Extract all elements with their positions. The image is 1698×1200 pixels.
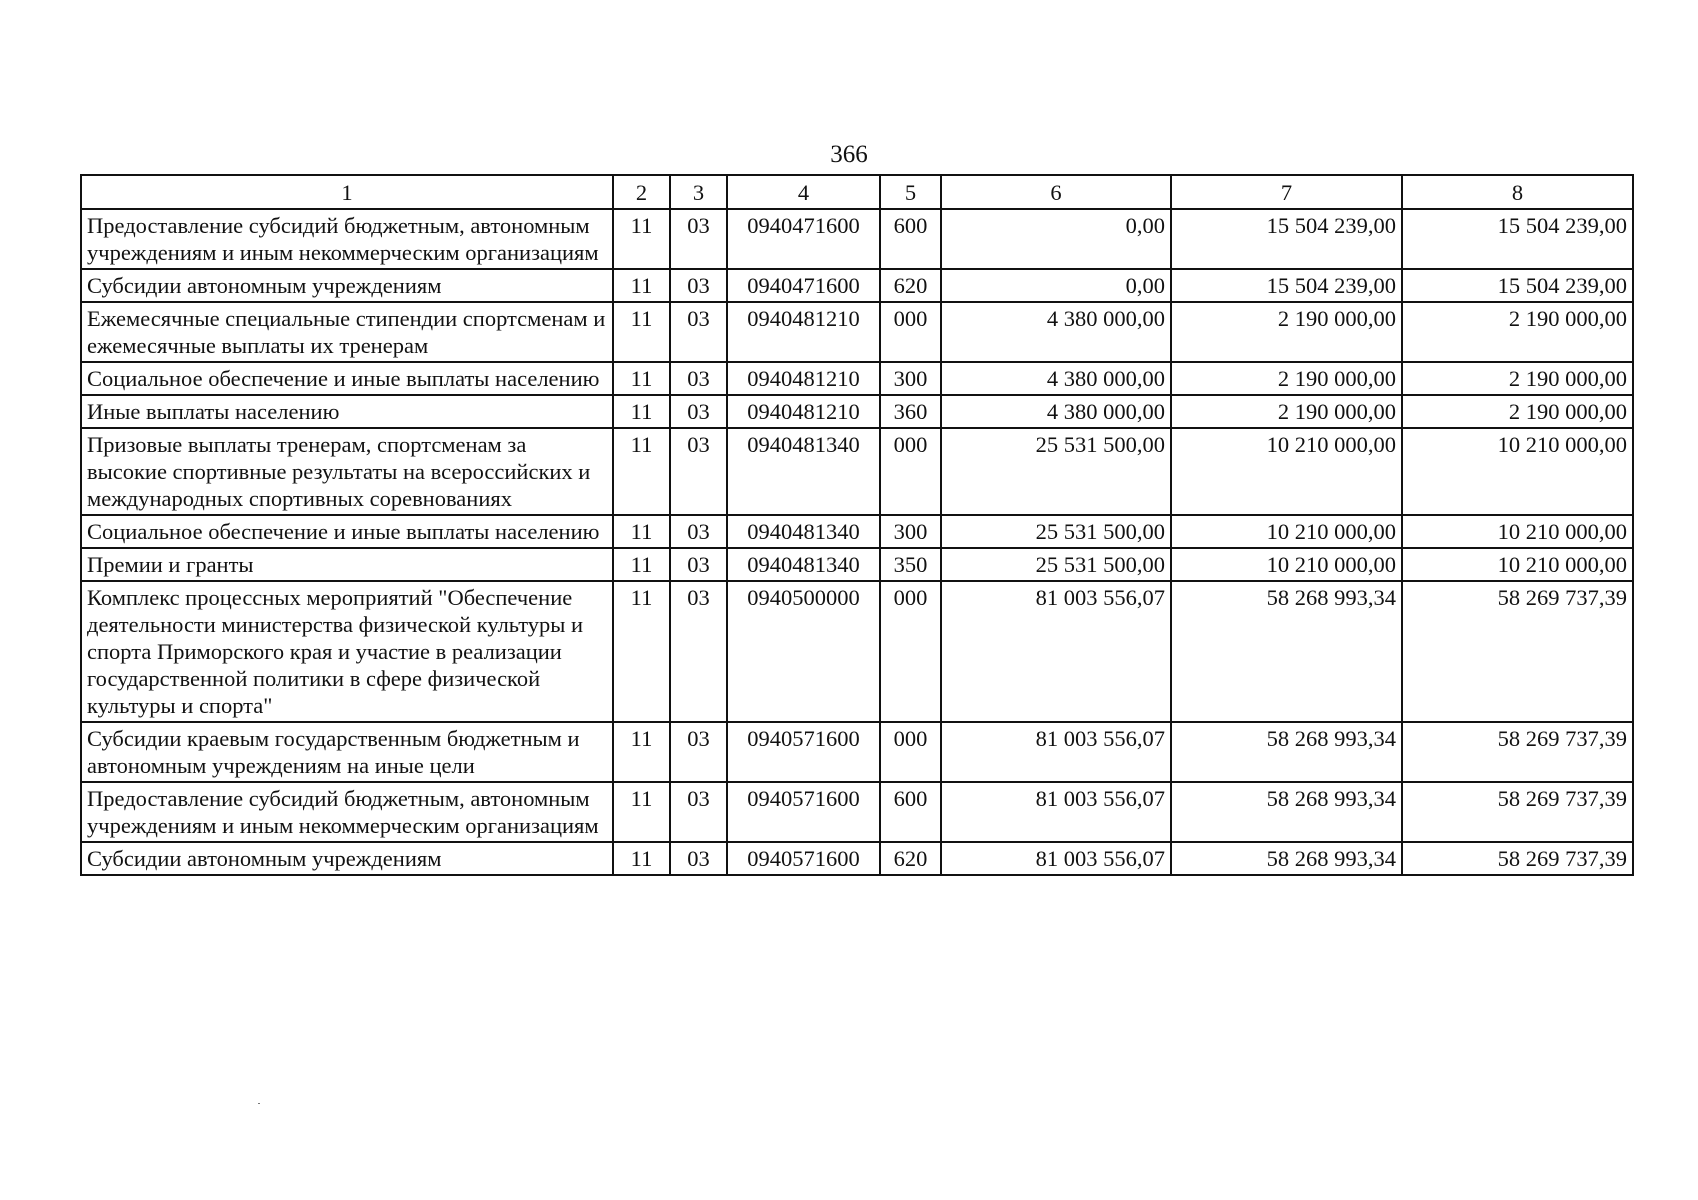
row-expense-type: 600 xyxy=(880,209,941,269)
row-amount-6: 25 531 500,00 xyxy=(941,548,1171,581)
row-name: Премии и гранты xyxy=(81,548,613,581)
table-row xyxy=(81,362,1633,395)
row-target: 0940481340 xyxy=(727,428,880,515)
row-amount-8: 2 190 000,00 xyxy=(1402,302,1633,362)
column-header-expense-type: 5 xyxy=(880,175,941,209)
row-subsection: 03 xyxy=(670,782,727,842)
row-subsection: 03 xyxy=(670,269,727,302)
row-section: 11 xyxy=(613,302,670,362)
column-header-target: 4 xyxy=(727,175,880,209)
page-number: 366 xyxy=(830,141,868,168)
row-section: 11 xyxy=(613,428,670,515)
header-row xyxy=(81,175,1633,209)
row-name: Субсидии краевым государственным бюджетным и автономным учреждениям на иные цели xyxy=(81,722,613,782)
row-expense-type: 000 xyxy=(880,581,941,722)
row-name: Социальное обеспечение и иные выплаты населению xyxy=(81,515,613,548)
table-row xyxy=(81,209,1633,269)
row-section: 11 xyxy=(613,362,670,395)
row-amount-7: 58 268 993,34 xyxy=(1171,782,1402,842)
row-amount-6: 25 531 500,00 xyxy=(941,515,1171,548)
row-section: 11 xyxy=(613,842,670,875)
row-expense-type: 000 xyxy=(880,428,941,515)
row-amount-6: 0,00 xyxy=(941,269,1171,302)
table-row xyxy=(81,842,1633,875)
column-header-amount-8: 8 xyxy=(1402,175,1633,209)
row-target: 0940481210 xyxy=(727,302,880,362)
row-subsection: 03 xyxy=(670,842,727,875)
row-section: 11 xyxy=(613,269,670,302)
row-amount-6: 25 531 500,00 xyxy=(941,428,1171,515)
row-subsection: 03 xyxy=(670,581,727,722)
row-amount-8: 2 190 000,00 xyxy=(1402,362,1633,395)
row-expense-type: 000 xyxy=(880,302,941,362)
row-amount-7: 58 268 993,34 xyxy=(1171,842,1402,875)
row-expense-type: 300 xyxy=(880,515,941,548)
row-amount-7: 10 210 000,00 xyxy=(1171,548,1402,581)
scan-speck xyxy=(258,1103,260,1104)
row-amount-6: 4 380 000,00 xyxy=(941,362,1171,395)
row-section: 11 xyxy=(613,782,670,842)
row-target: 0940481340 xyxy=(727,548,880,581)
row-subsection: 03 xyxy=(670,515,727,548)
row-name: Субсидии автономным учреждениям xyxy=(81,269,613,302)
table-row xyxy=(81,428,1633,515)
column-header-amount-7: 7 xyxy=(1171,175,1402,209)
row-amount-7: 10 210 000,00 xyxy=(1171,515,1402,548)
row-expense-type: 600 xyxy=(880,782,941,842)
row-amount-8: 58 269 737,39 xyxy=(1402,842,1633,875)
table-row xyxy=(81,722,1633,782)
row-amount-7: 2 190 000,00 xyxy=(1171,395,1402,428)
row-name: Субсидии автономным учреждениям xyxy=(81,842,613,875)
row-section: 11 xyxy=(613,581,670,722)
row-subsection: 03 xyxy=(670,362,727,395)
row-expense-type: 360 xyxy=(880,395,941,428)
row-expense-type: 300 xyxy=(880,362,941,395)
row-section: 11 xyxy=(613,395,670,428)
row-target: 0940471600 xyxy=(727,209,880,269)
table-row xyxy=(81,395,1633,428)
row-target: 0940481210 xyxy=(727,395,880,428)
row-amount-7: 15 504 239,00 xyxy=(1171,209,1402,269)
row-amount-8: 15 504 239,00 xyxy=(1402,209,1633,269)
row-subsection: 03 xyxy=(670,209,727,269)
column-header-name: 1 xyxy=(81,175,613,209)
row-expense-type: 000 xyxy=(880,722,941,782)
table-row xyxy=(81,302,1633,362)
row-amount-7: 58 268 993,34 xyxy=(1171,722,1402,782)
row-amount-8: 58 269 737,39 xyxy=(1402,722,1633,782)
row-amount-8: 10 210 000,00 xyxy=(1402,515,1633,548)
row-amount-6: 0,00 xyxy=(941,209,1171,269)
row-subsection: 03 xyxy=(670,395,727,428)
row-amount-6: 81 003 556,07 xyxy=(941,722,1171,782)
row-subsection: 03 xyxy=(670,302,727,362)
row-amount-7: 2 190 000,00 xyxy=(1171,302,1402,362)
row-name: Призовые выплаты тренерам, спортсменам за высокие спортивные результаты на всероссийских и международных спортивных соревнованиях xyxy=(81,428,613,515)
row-amount-8: 58 269 737,39 xyxy=(1402,782,1633,842)
table-row xyxy=(81,782,1633,842)
row-target: 0940571600 xyxy=(727,722,880,782)
row-name: Комплекс процессных мероприятий "Обеспечение деятельности министерства физической культуры и спорта Приморского края и участие в реализации государственной политики в сфере физической культуры и спорта" xyxy=(81,581,613,722)
row-target: 0940481210 xyxy=(727,362,880,395)
table-row xyxy=(81,581,1633,722)
row-target: 0940500000 xyxy=(727,581,880,722)
column-header-amount-6: 6 xyxy=(941,175,1171,209)
table-row xyxy=(81,515,1633,548)
row-amount-7: 15 504 239,00 xyxy=(1171,269,1402,302)
row-amount-6: 81 003 556,07 xyxy=(941,842,1171,875)
row-amount-6: 81 003 556,07 xyxy=(941,581,1171,722)
row-subsection: 03 xyxy=(670,548,727,581)
row-expense-type: 350 xyxy=(880,548,941,581)
row-expense-type: 620 xyxy=(880,269,941,302)
row-name: Ежемесячные специальные стипендии спортсменам и ежемесячные выплаты их тренерам xyxy=(81,302,613,362)
row-subsection: 03 xyxy=(670,428,727,515)
row-section: 11 xyxy=(613,209,670,269)
row-name: Предоставление субсидий бюджетным, автономным учреждениям и иным некоммерческим организациям xyxy=(81,209,613,269)
row-name: Предоставление субсидий бюджетным, автономным учреждениям и иным некоммерческим организациям xyxy=(81,782,613,842)
row-amount-8: 10 210 000,00 xyxy=(1402,428,1633,515)
row-amount-8: 10 210 000,00 xyxy=(1402,548,1633,581)
table-row xyxy=(81,548,1633,581)
row-target: 0940471600 xyxy=(727,269,880,302)
row-name: Социальное обеспечение и иные выплаты населению xyxy=(81,362,613,395)
row-amount-8: 15 504 239,00 xyxy=(1402,269,1633,302)
column-header-subsection: 3 xyxy=(670,175,727,209)
table-row xyxy=(81,269,1633,302)
row-target: 0940481340 xyxy=(727,515,880,548)
row-amount-6: 4 380 000,00 xyxy=(941,302,1171,362)
row-amount-8: 2 190 000,00 xyxy=(1402,395,1633,428)
row-amount-7: 2 190 000,00 xyxy=(1171,362,1402,395)
row-section: 11 xyxy=(613,548,670,581)
row-amount-6: 81 003 556,07 xyxy=(941,782,1171,842)
row-target: 0940571600 xyxy=(727,782,880,842)
column-header-section: 2 xyxy=(613,175,670,209)
row-amount-7: 58 268 993,34 xyxy=(1171,581,1402,722)
row-subsection: 03 xyxy=(670,722,727,782)
row-amount-7: 10 210 000,00 xyxy=(1171,428,1402,515)
row-section: 11 xyxy=(613,515,670,548)
row-name: Иные выплаты населению xyxy=(81,395,613,428)
row-expense-type: 620 xyxy=(880,842,941,875)
row-amount-8: 58 269 737,39 xyxy=(1402,581,1633,722)
row-target: 0940571600 xyxy=(727,842,880,875)
budget-table xyxy=(80,174,1634,876)
row-amount-6: 4 380 000,00 xyxy=(941,395,1171,428)
row-section: 11 xyxy=(613,722,670,782)
